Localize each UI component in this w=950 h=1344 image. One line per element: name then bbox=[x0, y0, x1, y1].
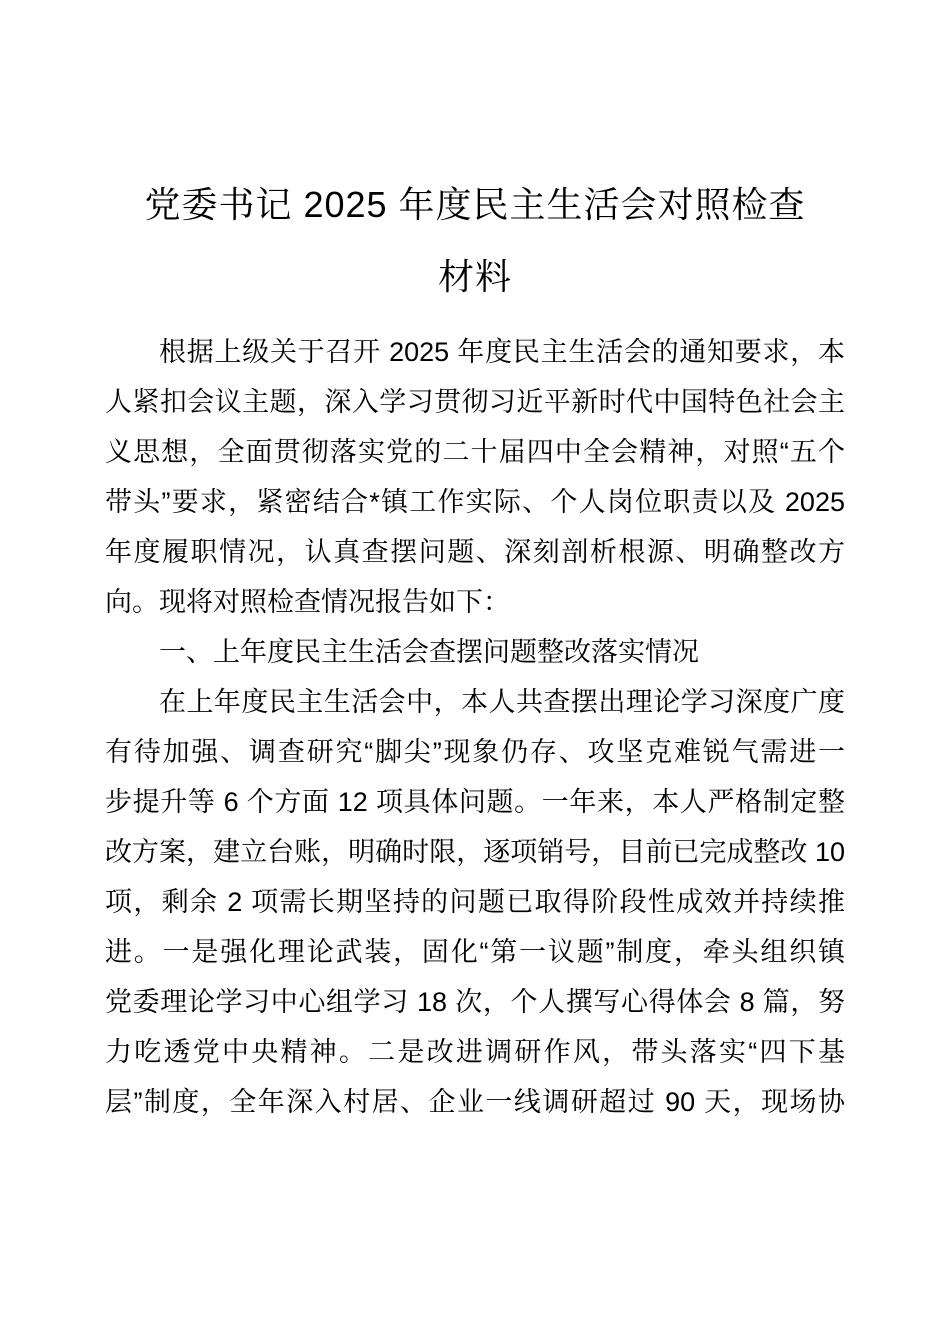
doc-title-line-1: 党委书记 2025 年度民主生活会对照检查 bbox=[144, 184, 806, 225]
body-line: 改方案，建立台账，明确时限，逐项销号，目前已完成整改 10 bbox=[105, 837, 845, 867]
section-paragraph bbox=[105, 677, 845, 1127]
body-line: 义思想，全面贯彻落实党的二十届四中全会精神，对照“五个 bbox=[105, 437, 845, 467]
body-line: 年度履职情况，认真查摆问题、深刻剖析根源、明确整改方 bbox=[105, 537, 845, 567]
doc-title-line-2: 材料 bbox=[437, 256, 512, 297]
body-line: 力吃透党中央精神。二是改进调研作风，带头落实“四下基 bbox=[105, 1037, 845, 1067]
doc-text bbox=[105, 327, 845, 1127]
body-line: 党委理论学习中心组学习 18 次，个人撰写心得体会 8 篇，努 bbox=[105, 987, 845, 1017]
body-line: 有待加强、调查研究“脚尖”现象仍存、攻坚克难锐气需进一 bbox=[105, 737, 845, 767]
body-line: 项，剩余 2 项需长期坚持的问题已取得阶段性成效并持续推 bbox=[105, 887, 845, 917]
body-line: 向。现将对照检查情况报告如下： bbox=[105, 587, 510, 617]
intro-paragraph bbox=[105, 327, 845, 627]
doc-title bbox=[105, 169, 845, 313]
body-line: 进。一是强化理论武装，固化“第一议题”制度，牵头组织镇 bbox=[105, 937, 845, 967]
section-heading: 一、上年度民主生活会查摆问题整改落实情况 bbox=[159, 637, 699, 667]
body-line: 步提升等 6 个方面 12 项具体问题。一年来，本人严格制定整 bbox=[105, 787, 845, 817]
body-line: 根据上级关于召开 2025 年度民主生活会的通知要求，本 bbox=[159, 337, 845, 367]
document-body bbox=[105, 0, 845, 1127]
body-line: 层”制度，全年深入村居、企业一线调研超过 90 天，现场协 bbox=[105, 1087, 845, 1117]
body-line: 带头”要求，紧密结合*镇工作实际、个人岗位职责以及 2025 bbox=[105, 487, 845, 517]
body-line: 在上年度民主生活会中，本人共查摆出理论学习深度广度 bbox=[159, 687, 845, 717]
body-line: 人紧扣会议主题，深入学习贯彻习近平新时代中国特色社会主 bbox=[105, 387, 845, 417]
